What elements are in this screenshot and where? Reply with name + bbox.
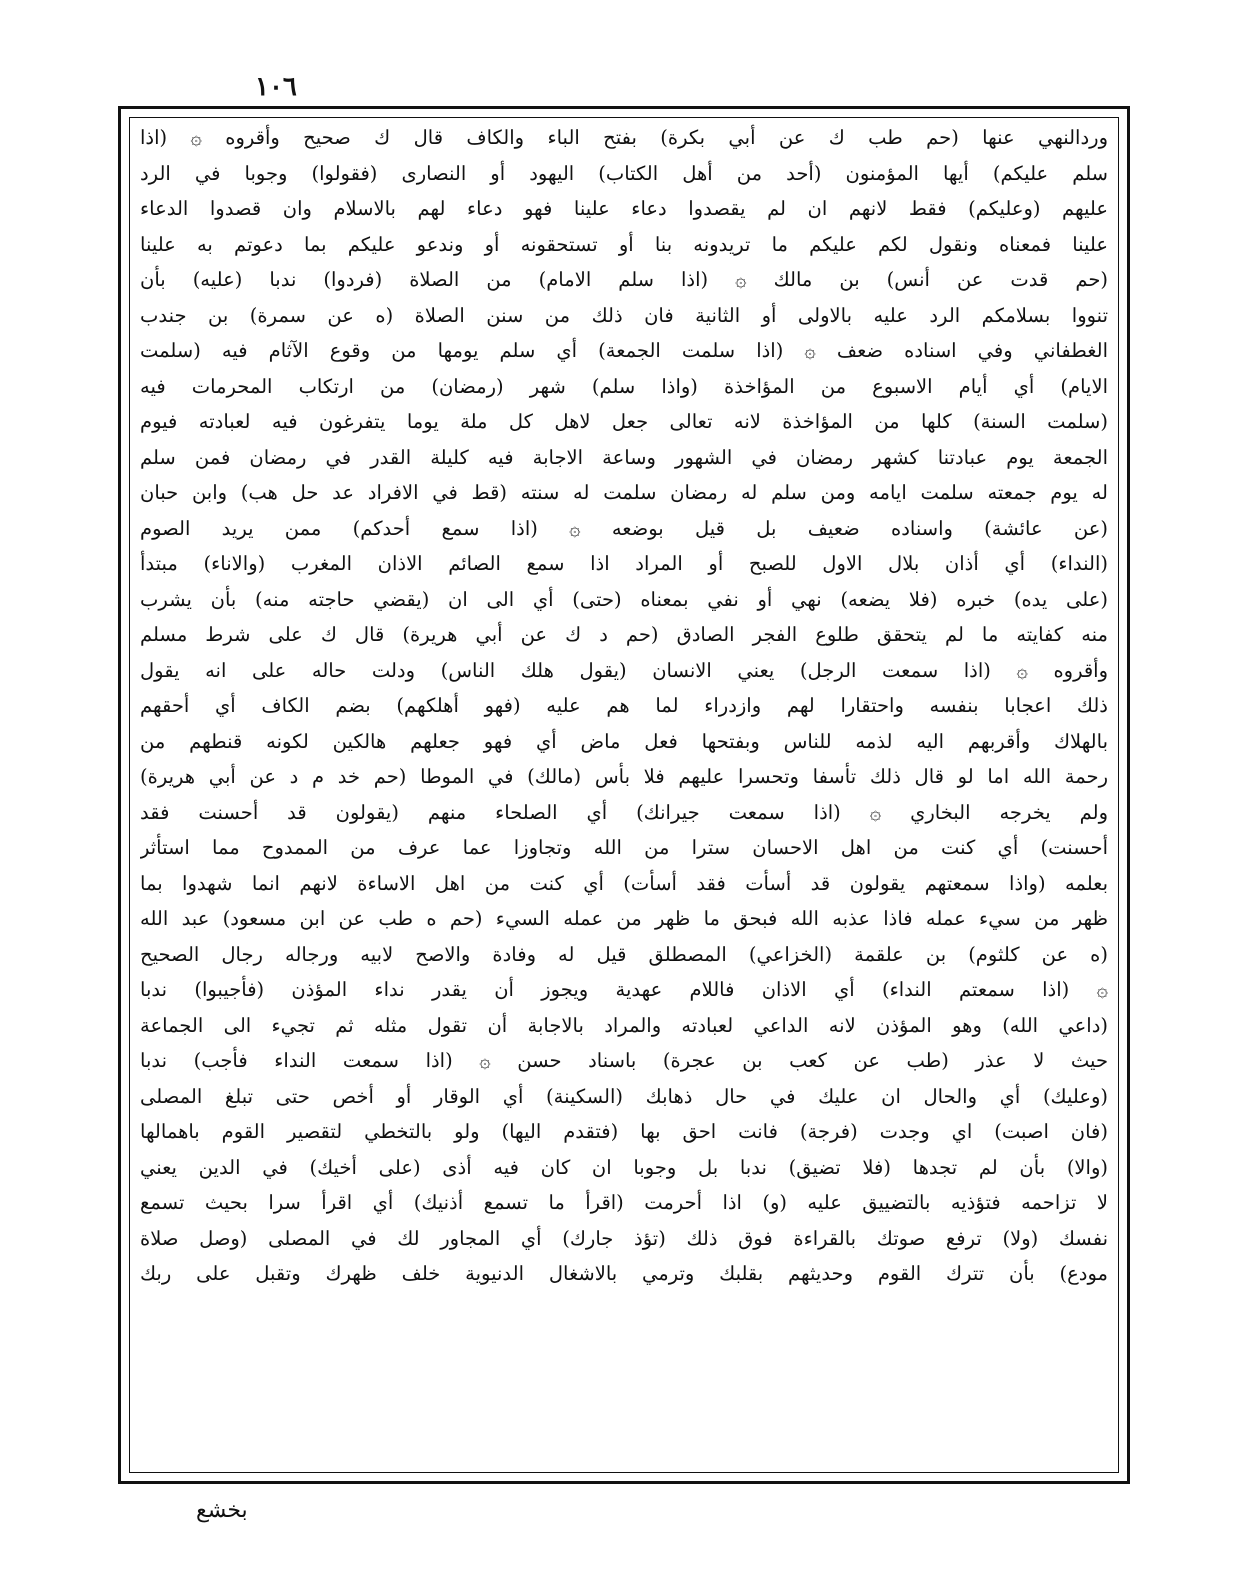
text-line: (سلمت السنة) كلها من المؤاخذة لانه تعالى جعل لاهل كل ملة يوما يتفرغون فيه لعبادته فيوم <box>140 410 1108 433</box>
text-line: ولم يخرجه البخاري ۞ (اذا سمعت جيرانك) أي الصلحاء منهم (يقولون قد أحسنت فقد <box>140 800 1108 824</box>
text-line: سلم عليكم) أيها المؤمنون (أحد من أهل الكتاب) اليهود أو النصارى (فقولوا) وجوبا في الرد <box>140 161 1108 185</box>
text-line: مودع) بأن تترك القوم وحديثهم بقلبك وترمي بالاشغال الدنيوية خلف ظهرك وتقبل على ربك <box>140 1262 1108 1285</box>
text-line: عليهم (وعليكم) فقط لانهم ان لم يقصدوا دعاء علينا فهو دعاء لهم بالاسلام وان قصدوا الدعاء <box>140 197 1108 220</box>
text-line: حيث لا عذر (طب عن كعب بن عجرة) باسناد حسن ۞ (اذا سمعت النداء فأجب) ندبا <box>140 1049 1108 1072</box>
text-line: (عن عائشة) واسناده ضعيف بل قيل بوضعه ۞ (اذا سمع أحدكم) ممن يريد الصوم <box>140 516 1108 540</box>
text-line: (النداء) أي أذان بلال الاول للصبح أو المراد اذا سمع الصائم الاذان المغرب (والاناء) مبتدأ <box>140 552 1108 575</box>
text-line: رحمة الله اما لو قال ذلك تأسفا وتحسرا عليهم فلا بأس (مالك) في الموطا (حم خد م د عن أبي هريرة) <box>140 765 1108 788</box>
text-line: (ه عن كلثوم) بن علقمة (الخزاعي) المصطلق قيل له وفادة والاصح لابيه ورجاله رجال الصحيح <box>140 942 1108 966</box>
text-line: (والا) بأن لم تجدها (فلا تضيق) ندبا بل وجوبا ان كان فيه أذى (على أخيك) في الدين يعني <box>140 1155 1108 1179</box>
text-line: أحسنت) أي كنت من اهل الاحسان سترا من الله وتجاوزا عما عرف من الممدوح مما استأثر <box>140 836 1108 859</box>
text-line: (داعي الله) وهو المؤذن لانه الداعي لعبادته والمراد بالاجابة أن تقول مثله ثم تجيء الى الجماعة <box>140 1013 1108 1037</box>
catchword: بخشع <box>196 1498 248 1523</box>
text-line: ۞ (اذا سمعتم النداء) أي الاذان فاللام عهدية ويجوز أن يقدر نداء المؤذن (فأجيبوا) ندبا <box>140 978 1108 1001</box>
text-line: (حم قدت عن أنس) بن مالك ۞ (اذا سلم الامام) من الصلاة (فردوا) ندبا (عليه) بأن <box>140 268 1108 291</box>
text-line: علينا فمعناه ونقول لكم عليكم ما تريدونه بنا أو تستحقونه أو وندعو عليكم بما دعوتم به علينا <box>140 232 1108 256</box>
text-line: تنووا بسلامكم الرد عليه بالاولى أو الثانية فان ذلك من سنن الصلاة (ه عن سمرة) بن جندب <box>140 303 1108 327</box>
text-line: نفسك (ولا) ترفع صوتك بالقراءة فوق ذلك (تؤذ جارك) أي المجاور لك في المصلى (وصل صلاة <box>140 1226 1108 1250</box>
text-line: منه كفايته ما لم يتحقق طلوع الفجر الصادق (حم د ك عن أبي هريرة) قال ك على شرط مسلم <box>140 623 1108 646</box>
text-line: وأقروه ۞ (اذا سمعت الرجل) يعني الانسان (يقول هلك الناس) ودلت حاله على انه يقول <box>140 658 1108 682</box>
text-line: بالهلاك وأقربهم اليه لذمه للناس وبفتحها فعل ماض أي فهو جعلهم هالكين لكونه قنطهم من <box>140 729 1108 753</box>
text-body <box>140 120 1108 1292</box>
text-line: الغطفاني وفي اسناده ضعف ۞ (اذا سلمت الجمعة) أي سلم يومها من وقوع الآثام فيه (سلمت <box>140 339 1108 362</box>
text-line: بعلمه (واذا سمعتهم يقولون قد أسأت فقد أسأت) أي كنت من اهل الاساءة لانهم انما شهدوا بما <box>140 871 1108 895</box>
text-line: الايام) أي أيام الاسبوع من المؤاخذة (واذا سلم) شهر (رمضان) من ارتكاب المحرمات فيه <box>140 374 1108 398</box>
page-number: ١٠٦ <box>255 72 297 102</box>
text-line: له يوم جمعته سلمت ايامه ومن سلم له رمضان سلمت له سنته (قط في الافراد عد حل هب) وابن حبان <box>140 481 1108 504</box>
text-line: لا تزاحمه فتؤذيه بالتضييق عليه (و) اذا أحرمت (اقرأ ما تسمع أذنيك) أي اقرأ سرا بحيث تسمع <box>140 1191 1108 1214</box>
text-line: وردالنهي عنها (حم طب ك عن أبي بكرة) بفتح الباء والكاف قال ك صحيح وأقروه ۞ (اذا <box>140 126 1108 149</box>
text-line: ذلك اعجابا بنفسه واحتقارا لهم وازدراء لما هم عليه (فهو أهلكهم) بضم الكاف أي أحقهم <box>140 694 1108 717</box>
text-line: الجمعة يوم عبادتنا كشهر رمضان في الشهور وساعة الاجابة فيه كليلة القدر في رمضان فمن سلم <box>140 445 1108 469</box>
text-line: ظهر من سيء عمله فاذا عذبه الله فبحق ما ظهر من عمله السيء (حم ه طب عن ابن مسعود) عبد الله <box>140 907 1108 930</box>
text-line: (وعليك) أي والحال ان عليك في حال ذهابك (السكينة) أي الوقار أو أخص حتى تبلغ المصلى <box>140 1084 1108 1108</box>
text-line: (على يده) خبره (فلا يضعه) نهي أو نفي بمعناه (حتى) أي الى ان (يقضي حاجته منه) بأن يشرب <box>140 587 1108 611</box>
text-line: (فان اصبت) اي وجدت (فرجة) فانت احق بها (فتقدم اليها) ولو بالتخطي لتقصير القوم باهمالها <box>140 1120 1108 1143</box>
